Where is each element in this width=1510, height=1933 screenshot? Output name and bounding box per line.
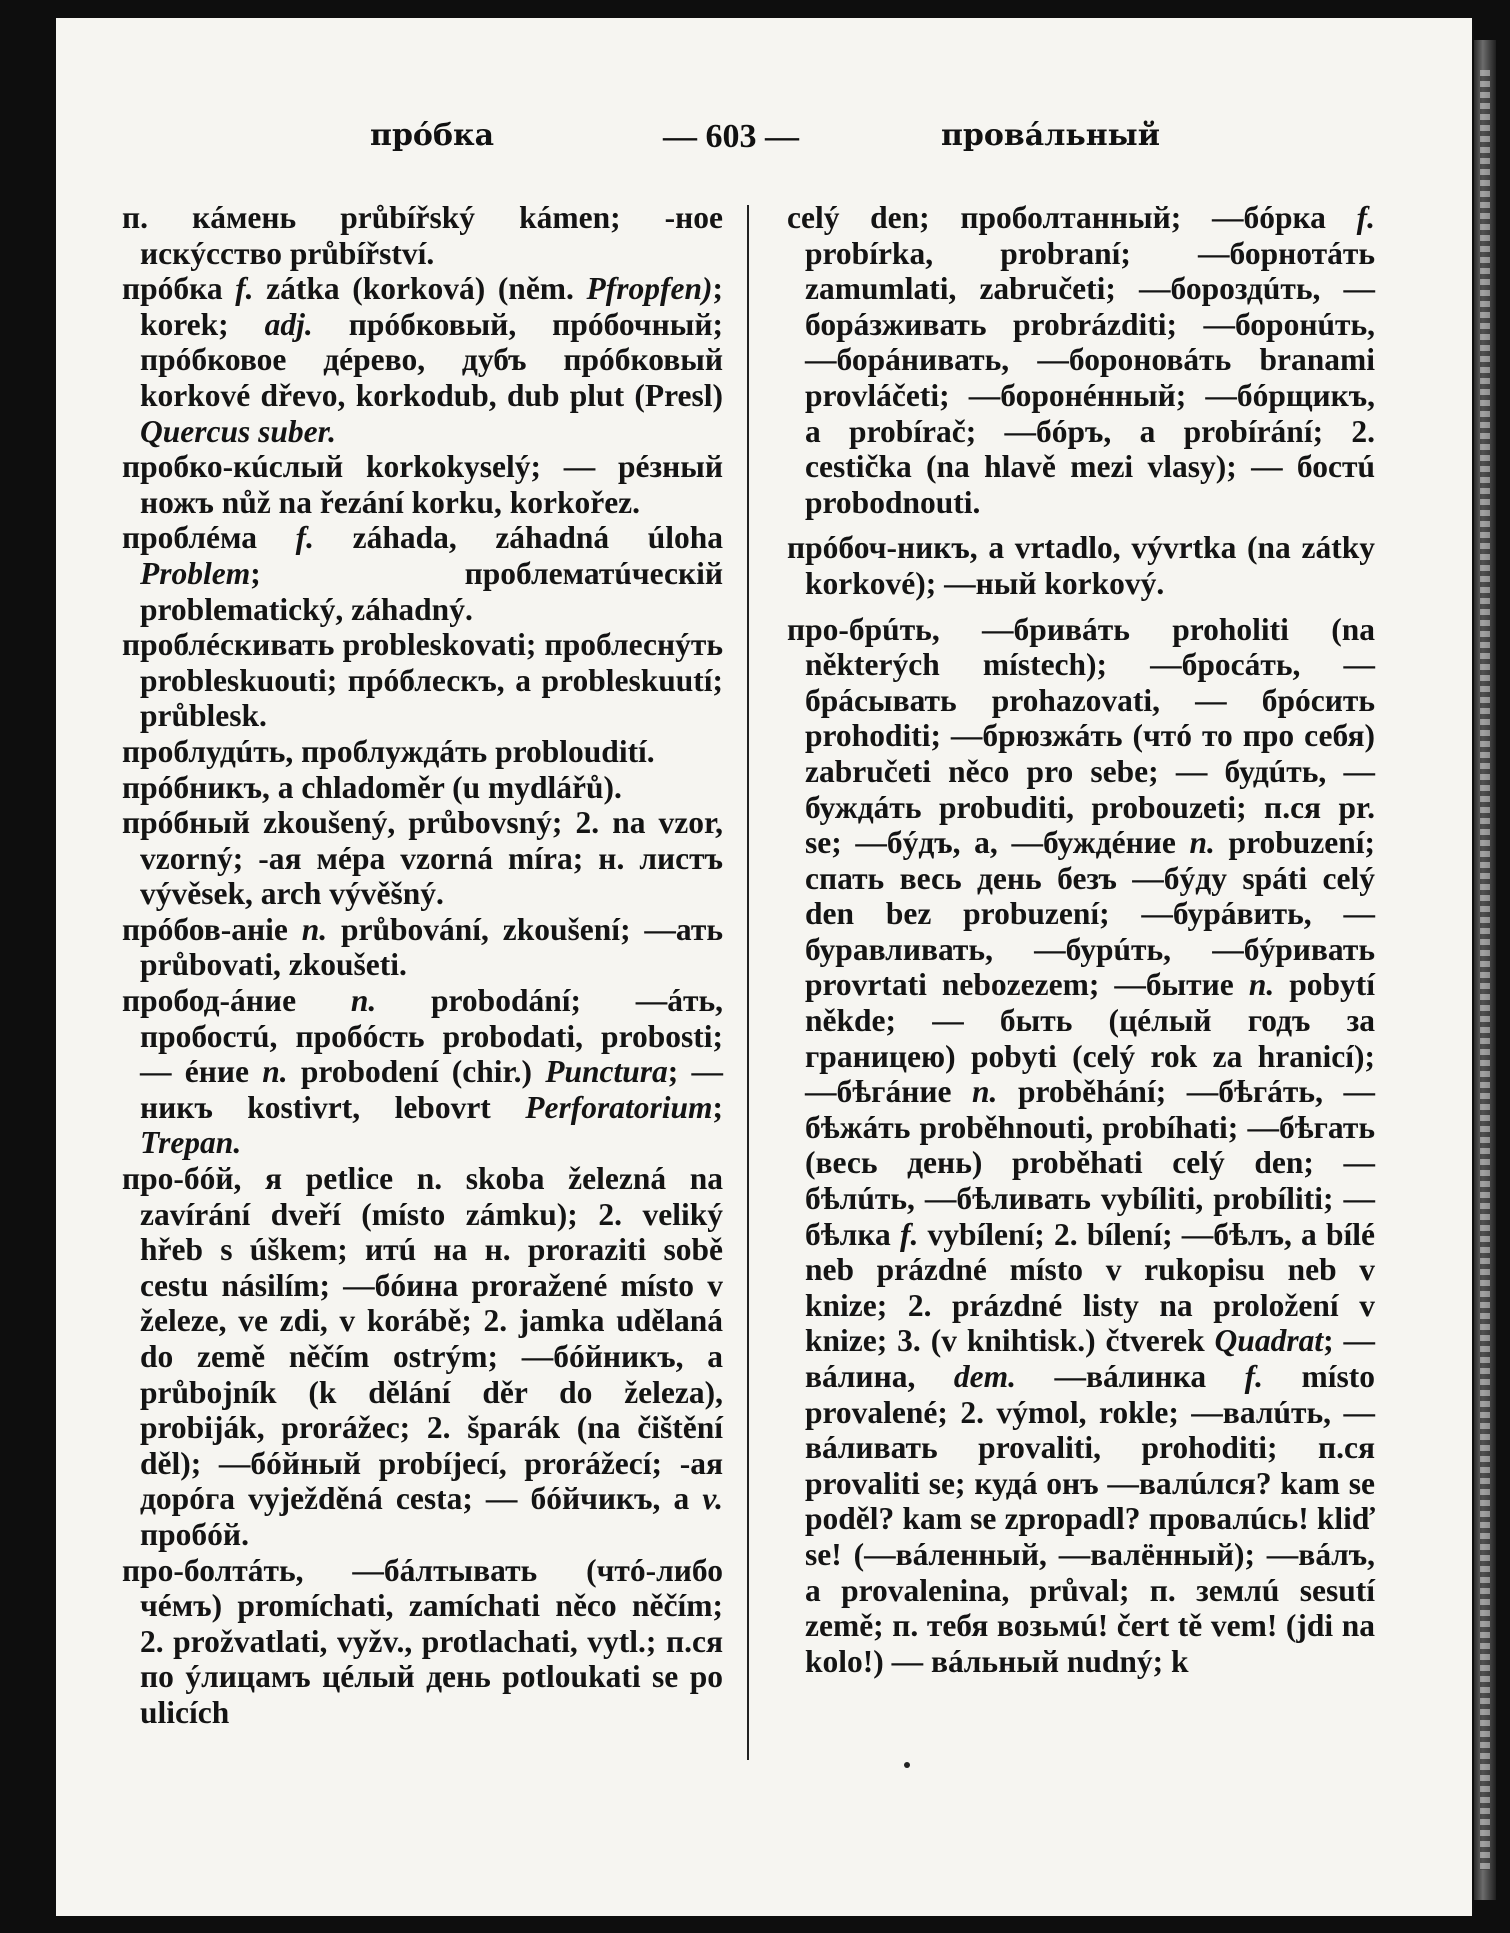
dictionary-entry bbox=[122, 1553, 723, 1731]
dictionary-entry bbox=[122, 627, 723, 734]
text-run: místo provalené; 2. výmol, rokle; —валúть, —вáливать provaliti, prohoditi; п.ся provaliti se; кудá онъ —валúлся? kam se poděl? kam se zpropadl? провалúсь! kliď se! (—вáленный, —валённый); —вáлъ, a provalenina, průval; п. землú sesutí země; п. тебя возьмú! čert tě vem! (jdi na kolo!) — вáльный nudný; k bbox=[805, 1359, 1375, 1679]
text-run: про-бóй, я petlice n. skoba železná na zavírání dveří (místo zámku); 2. veliký hřeb s úškem; итú на н. proraziti sobě cestu násilím; —бóина proražené místo v železe, ve zdi, v korábě; 2. jamka udělaná do země něčím ostrým; —бóйникъ, a průbojník (k dělání děr do železa), probiják, prorážec; 2. šparák (na čištění děl); —бóйный probíjecí, prorážecí; -ая дорóга vyježděná cesta; — бóйчикъ, a bbox=[122, 1161, 723, 1517]
left-column bbox=[122, 200, 723, 1731]
text-run: прóбковый, прóбочный; прóбковое дéрево, дубъ прóбковый korkové dřevo, korkodub, dub plut (Presl) bbox=[140, 306, 723, 413]
text-run: прóбоч-никъ, a vrtadlo, vývrtka (na zátky korkové); —ный korkový. bbox=[787, 530, 1375, 601]
dictionary-entry bbox=[122, 200, 723, 271]
text-run: pobytí někde; — быть (цéлый годъ за границею) pobyti (celý rok za hranicí); —бѣгáние bbox=[805, 967, 1376, 1110]
italic-run: n. bbox=[1248, 967, 1275, 1003]
dictionary-entry bbox=[122, 983, 723, 1161]
italic-run: Pfropfen) bbox=[586, 271, 713, 307]
text-run: прóбов-aнie bbox=[122, 911, 302, 947]
text-run: vybílení; 2. bílení; —бѣлъ, a bílé neb prázdné místo v rukopisu neb v knize; 2. prázdné listy na proložení v knize; 3. (v knihtisk.) čtverek bbox=[805, 1216, 1375, 1359]
text-run: пробóй. bbox=[140, 1516, 249, 1552]
text-run: п. кáмень průbířský kámen; -ное искýсство průbířství. bbox=[122, 200, 723, 271]
text-run: průbování, zkoušení; —ать průbovati, zkoušeti. bbox=[140, 911, 723, 983]
text-run: probírka, probraní; —борнотáть zamumlati, zabručeti; —бороздúть, — борáзживать probrázditi; —боронúть, —борáнивать, —бороновáть branami provláčeti; —боронéнный; —бóрщикъ, a probírač; —бóръ, a probírání; 2. cestička (na hlavě mezi vlasy); — бостú probodnouti. bbox=[805, 235, 1375, 520]
italic-run: Perforatorium bbox=[525, 1089, 713, 1125]
text-run: ; проблематúческій problematický, záhadný. bbox=[140, 555, 723, 627]
dictionary-entry bbox=[787, 612, 1375, 1680]
dictionary-entry bbox=[122, 734, 723, 770]
dictionary-entry bbox=[122, 520, 723, 627]
italic-run: dem. bbox=[953, 1359, 1016, 1394]
dictionary-entry bbox=[122, 912, 723, 983]
text-run: прóбный zkoušený, průbovsný; 2. na vzor, vzorný; -ая мéра vzorná míra; н. листъ vývěsek, arch vývěšný. bbox=[122, 805, 723, 912]
italic-run: Punctura bbox=[545, 1054, 668, 1090]
italic-run: n. bbox=[301, 911, 328, 947]
italic-run: Quercus suber. bbox=[140, 413, 337, 449]
text-run: proběhání; —бѣгáть, —бѣжáть proběhnouti, probíhati; —бѣгать (весь день) proběhati celý den; —бѣлúть, —бѣливать vybíliti, probíliti; —бѣлка bbox=[805, 1074, 1375, 1252]
text-run: probodání; —áть, пробостú, пробóсть probodati, probosti; — éние bbox=[140, 983, 723, 1090]
text-run: пробко-кúслый korkokyselý; — рéзный ножъ nůž na řezání korku, korkořez. bbox=[122, 449, 723, 520]
dictionary-entry bbox=[122, 770, 723, 806]
dictionary-entry bbox=[122, 805, 723, 912]
text-run: ; bbox=[712, 1089, 723, 1125]
text-run: probodení (chir.) bbox=[287, 1054, 546, 1090]
italic-run: adj. bbox=[264, 306, 313, 342]
text-run: прóбка bbox=[122, 271, 236, 307]
binding-edge bbox=[1480, 70, 1490, 1870]
italic-run: f. bbox=[295, 520, 314, 556]
italic-run: f. bbox=[235, 271, 254, 307]
italic-run: n. bbox=[262, 1054, 288, 1090]
text-run: проблéма bbox=[122, 520, 296, 556]
text-run: celý den; проболтанный; —бóрка bbox=[787, 200, 1357, 235]
italic-run: f. bbox=[1356, 200, 1375, 235]
right-column bbox=[787, 200, 1375, 1679]
italic-run: f. bbox=[899, 1216, 919, 1252]
italic-run: f. bbox=[1244, 1359, 1263, 1394]
text-run: záhada, záhadná úloha bbox=[314, 520, 723, 556]
text-run: probuzení; спать весь день безъ —бýду spáti celý den bez probuzení; —бурáвить, —буравливать, —бурúть, —бýривать provrtati nebozezem; —бытие bbox=[805, 825, 1376, 1003]
text-run: проблудúть, проблуждáть probloudití. bbox=[122, 733, 655, 769]
italic-run: n. bbox=[972, 1074, 998, 1110]
dictionary-entry bbox=[787, 200, 1375, 520]
italic-run: Quadrat bbox=[1214, 1323, 1324, 1359]
text-run: zátka (korková) (něm. bbox=[253, 271, 587, 307]
text-run: про-болтáть, —бáлтывать (чтó-либо чéмъ) promíchati, zamíchati něco něčím; 2. prožvatlati, vyžv., protlachati, vytl.; п.ся по ýлицамъ цéлый день potloukati se po ulicích bbox=[122, 1552, 723, 1730]
header-left-guide-word: прóбка bbox=[370, 118, 495, 153]
dictionary-entry bbox=[787, 530, 1375, 601]
italic-run: v. bbox=[702, 1481, 723, 1517]
dictionary-entry bbox=[122, 449, 723, 520]
text-run: ; —вáлина, bbox=[805, 1323, 1375, 1394]
header-right-guide-word: провáльный bbox=[940, 118, 1160, 153]
text-run: проблéскивать probleskovati; проблеснýть probleskuouti; прóблескъ, a probleskuutí; průblesk. bbox=[122, 627, 723, 734]
text-run: —вáлинка bbox=[1015, 1359, 1245, 1394]
italic-run: n. bbox=[1189, 825, 1215, 861]
page-number: — 603 — bbox=[663, 118, 799, 155]
text-run: ; —никъ kostivrt, lebovrt bbox=[140, 1054, 723, 1125]
ink-speck bbox=[904, 1762, 910, 1768]
text-run: про-брúть, —бривáть proholiti (na některých místech); —бросáть, —брáсывать prohazovati, — брóсить prohoditi; —брюзжáть (чтó то про себя) zabručeti něco pro sebe; — будúть, — буждáть probuditi, probouzeti; п.ся pr. se; —бýдъ, a, —буждéние bbox=[787, 611, 1375, 861]
text-run: ; korek; bbox=[140, 271, 724, 342]
italic-run: Trepan. bbox=[140, 1125, 242, 1161]
dictionary-entry bbox=[122, 271, 723, 449]
running-header bbox=[140, 118, 1160, 168]
italic-run: n. bbox=[350, 983, 377, 1019]
text-run: прóбникъ, a chladoměr (u mydlářů). bbox=[122, 769, 622, 805]
italic-run: Problem bbox=[140, 555, 251, 591]
column-divider bbox=[747, 205, 749, 1760]
dictionary-entry bbox=[122, 1161, 723, 1553]
text-run: прoбод-áние bbox=[122, 983, 351, 1019]
